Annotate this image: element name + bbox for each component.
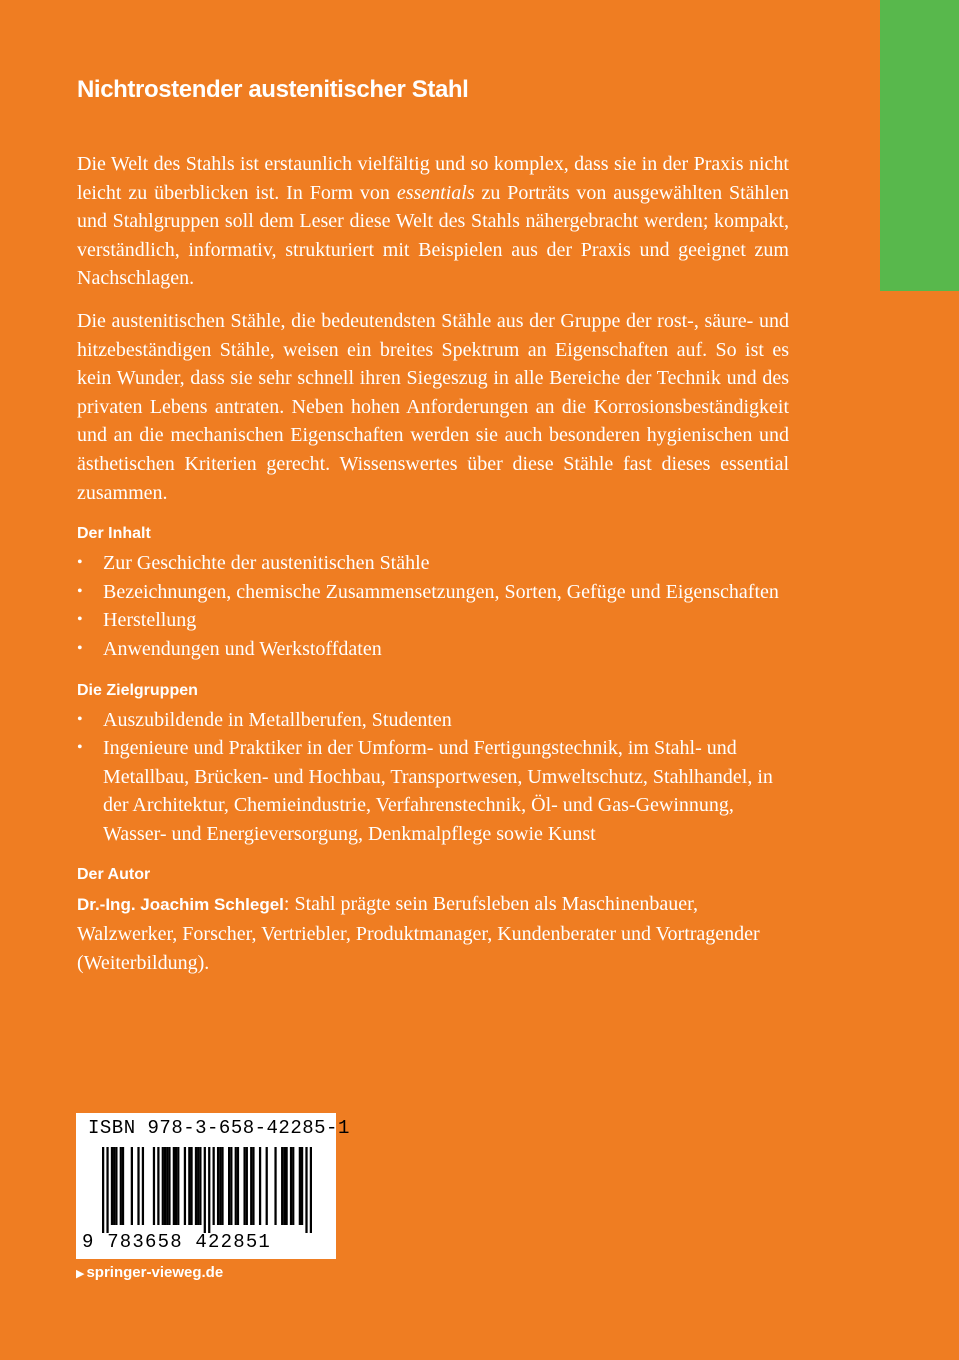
barcode-bar — [266, 1147, 268, 1225]
book-title: Nichtrostender austenitischer Stahl — [77, 76, 469, 103]
ean-digits: 9 783658 422851 — [82, 1231, 272, 1253]
isbn-barcode — [76, 1113, 350, 1259]
barcode-bar — [173, 1147, 175, 1225]
barcode-bar — [188, 1147, 190, 1225]
list-item: • Ingenieure und Praktiker in der Umform- und Fertigungstechnik, im Stahl- und Metallbau, Brücken- und Hochbau, Transportwesen, Umweltschutz, Stahlhandel, in der Architektur, Chemieindustrie, Verfahrenstechnik, Öl- und Gas-Gewinnung, Wasser- und Energieversorgung, Denkmalpflege sowie Kunst — [77, 734, 789, 848]
barcode-bar — [246, 1147, 248, 1225]
barcode-bar — [111, 1147, 113, 1225]
barcode-bar — [228, 1147, 230, 1225]
contents-list — [77, 549, 789, 663]
description-paragraph: Die austenitischen Stähle, die bedeutendsten Stähle aus der Gruppe der rost-, säure- und hitzebeständigen Stähle, weisen ein breites Spektrum an Eigenschaften auf. So ist es kein Wunder, dass sie sehr schnell ihren Siegeszug in alle Bereiche der Technik und des privaten Lebens antraten. Neben hohen Anforderungen an die Korrosionsbeständigkeit und an die mechanischen Eigenschaften werden sie auch besonderen hygienischen und ästhetischen Kriterien gerecht. Wissenswertes über diese Stähle fast dieses essential zusammen. — [77, 309, 789, 504]
barcode-bar — [281, 1147, 283, 1225]
barcode-bar — [199, 1147, 201, 1225]
barcode-bar — [301, 1147, 303, 1225]
barcode-bar — [113, 1147, 115, 1225]
isbn-label: ISBN 978-3-658-42285-1 — [88, 1117, 350, 1139]
contents-heading: Der Inhalt — [77, 525, 151, 543]
publisher-url: springer-vieweg.de — [86, 1264, 224, 1281]
barcode-bar — [299, 1147, 301, 1225]
barcode-bar — [208, 1147, 210, 1233]
barcode-bar — [120, 1147, 122, 1225]
barcode-bar — [177, 1147, 179, 1225]
barcode-bar — [153, 1147, 155, 1225]
author-heading: Der Autor — [77, 866, 151, 884]
barcode-bar — [184, 1147, 186, 1225]
barcode-bar — [274, 1147, 276, 1225]
list-item: • Anwendungen und Werkstoffdaten — [77, 635, 789, 664]
barcode-bar — [168, 1147, 170, 1225]
barcode-bar — [166, 1147, 168, 1225]
barcode-bar — [204, 1147, 206, 1233]
barcode-bar — [221, 1147, 223, 1225]
barcode-bar — [213, 1147, 215, 1225]
barcode-bar — [162, 1147, 164, 1225]
barcode-bar — [217, 1147, 219, 1225]
barcode-bar — [305, 1147, 307, 1233]
barcode-bar — [310, 1147, 312, 1233]
barcode-bar — [102, 1147, 104, 1233]
barcode-bar — [175, 1147, 177, 1225]
barcode-bar — [131, 1147, 133, 1225]
back-cover-text — [77, 72, 789, 977]
list-item: • Herstellung — [77, 606, 789, 635]
barcode-bar — [142, 1147, 144, 1225]
list-item: • Bezeichnungen, chemische Zusammensetzungen, Sorten, Gefüge und Eigenschaften — [77, 578, 789, 607]
barcode-bar — [164, 1147, 166, 1225]
barcode-bar — [292, 1147, 294, 1225]
barcode-bar — [190, 1147, 192, 1225]
barcode-bar — [137, 1147, 139, 1225]
triangle-right-icon: ▶ — [76, 1268, 85, 1280]
barcode-bar — [290, 1147, 292, 1225]
barcode-bar — [219, 1147, 221, 1225]
list-item: • Auszubildende in Metallberufen, Studenten — [77, 706, 789, 735]
barcode-bar — [285, 1147, 287, 1225]
author-bio: Dr.-Ing. Joachim Schlegel: Stahl prägte sein Berufsleben als Maschinenbauer, Walzwerker, Forscher, Vertriebler, Produktmanager, Kundenberater und Vortragender (Weiterbildung). — [77, 893, 760, 974]
barcode-bar — [106, 1147, 108, 1233]
list-item: • Zur Geschichte der austenitischen Stähle — [77, 549, 789, 578]
publisher-link[interactable] — [76, 1264, 223, 1281]
barcode-bar — [197, 1147, 199, 1225]
barcode-bar — [230, 1147, 232, 1225]
barcode-bar — [250, 1147, 252, 1225]
accent-tab — [880, 0, 959, 291]
author-name: Dr.-Ing. Joachim Schlegel — [77, 895, 284, 915]
barcode-bars — [102, 1147, 312, 1233]
barcode-bar — [115, 1147, 117, 1225]
barcode-bar — [235, 1147, 237, 1225]
barcode-bar — [252, 1147, 254, 1225]
audience-list — [77, 706, 789, 849]
barcode-bar — [157, 1147, 159, 1225]
barcode-bar — [237, 1147, 239, 1225]
intro-paragraph: Die Welt des Stahls ist erstaunlich vielfältig und so komplex, dass sie in der Praxis nicht leicht zu überblicken ist. In Form von essentials zu Porträts von ausgewählten Stählen und Stahlgruppen soll dem Leser diese Welt des Stahls nähergebracht werden; kompakt, verständlich, informativ, strukturiert mit Beispielen aus der Praxis und geeignet zum Nachschlagen. — [77, 153, 789, 290]
audience-heading: Die Zielgruppen — [77, 681, 198, 699]
barcode-bar — [243, 1147, 245, 1225]
barcode-bar — [195, 1147, 197, 1225]
barcode-bar — [259, 1147, 261, 1225]
barcode-bar — [283, 1147, 285, 1225]
barcode-bar — [122, 1147, 124, 1225]
